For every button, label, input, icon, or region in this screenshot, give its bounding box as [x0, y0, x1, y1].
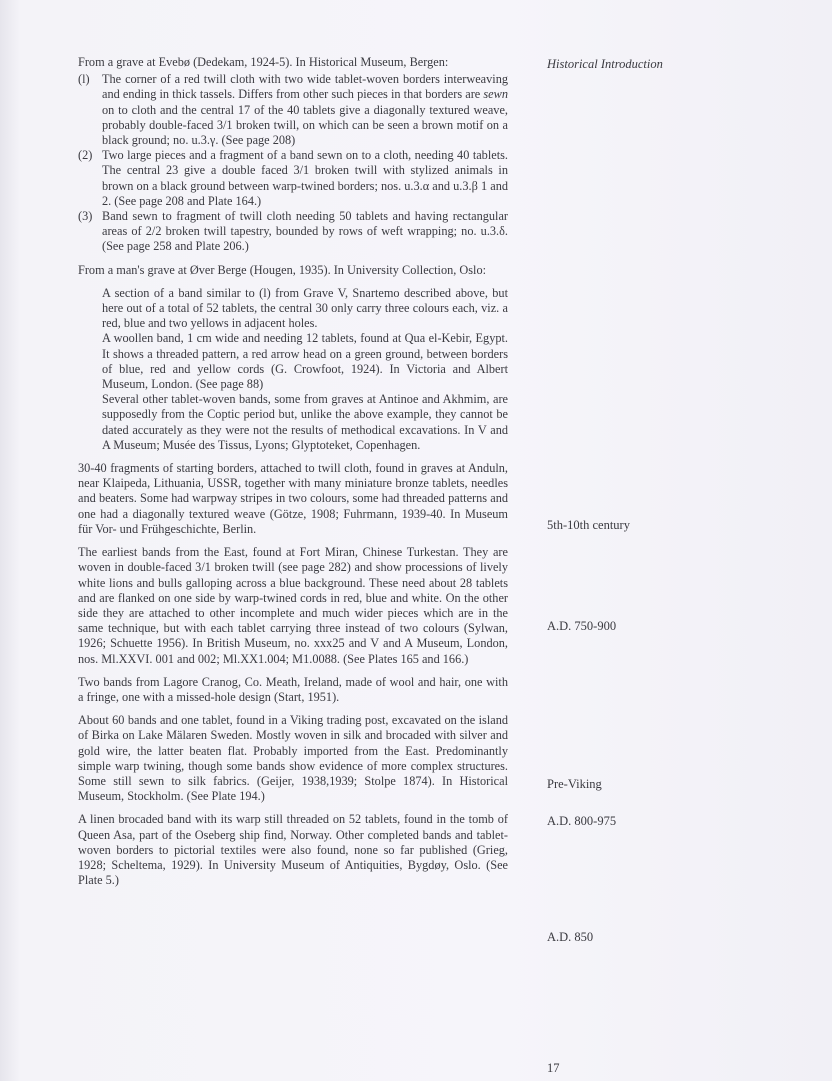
anduln-paragraph: 30-40 fragments of starting borders, attached to twill cloth, found in graves at Anduln, near Klaipeda, Lithuania, USSR, together with many miniature bronze tablets, needles and beaters. Some had warpway stripes in two colours, some had threaded patterns and one had a diagonally textured weave (Götze, 1908; Fuhrmann, 1939-40. In Museum für Vor- und Frühgeschichte, Berlin.: [78, 461, 508, 536]
date-note: A.D. 800-975: [547, 814, 617, 828]
evebo-item-list: [78, 72, 508, 254]
over-berge-intro: From a man's grave at Øver Berge (Hougen, 1935). In University Collection, Oslo:: [78, 262, 487, 277]
oseberg-paragraph: A linen brocaded band with its warp still threaded on 52 tablets, found in the tomb of Queen Asa, part of the Oseberg ship find, Norway. Other completed bands and tablet-woven borders to pictorial textiles were also found, none so far published (Grieg, 1928; Scheltema, 1929). In University Museum of Antiquities, Bygdøy, Oslo. (See Plate 5.): [78, 812, 508, 888]
item-number: (2): [78, 148, 93, 163]
lagore-paragraph: Two bands from Lagore Cranog, Co. Meath, Ireland, made of wool and hair, one with a fringe, one with a missed-hole design (Start, 1951).: [78, 674, 508, 704]
item-text-part: The corner of a red twill cloth with two wide tablet-woven borders interweaving and ending in thick tassels. Differs from other such pieces in that borders are: [102, 72, 508, 102]
running-heading: Historical Introduction: [547, 57, 663, 71]
date-note: A.D. 850: [547, 930, 594, 944]
evebo-intro: From a grave at Evebø (Dedekam, 1924-5). In Historical Museum, Bergen:: [78, 55, 449, 69]
indented-block: [102, 286, 508, 453]
item-text: [102, 72, 508, 148]
list-item: [78, 148, 508, 209]
indented-paragraph: Several other tablet-woven bands, some from graves at Antinoe and Akhmim, are supposedly from the Coptic period but, unlike the above example, they cannot be dated accurately as they were not the results of methodical excavations. In V and A Museum; Musée des Tissus, Lyons; Glyptoteket, Copenhagen.: [102, 392, 508, 452]
item-text-part: on to cloth and the central 17 of the 40 tablets give a diagonally textured weave, probably double-faced 3/1 broken twill, on which can be seen a brown motif on a black ground; no. u.3.γ. (See page 208): [102, 102, 508, 148]
birka-paragraph: About 60 bands and one tablet, found in a Viking trading post, excavated on the island of Birka on Lake Mälaren Sweden. Mostly woven in silk and brocaded with silver and gold wire, the latter beaten flat. Probably imported from the East. Predominantly simple warp twining, though some bands show evidence of more complex structures. Some still sewn to silk fabrics. (Geijer, 1938,1939; Stolpe 1874). In Historical Museum, Stockholm. (See Plate 194.): [78, 713, 508, 804]
date-note: A.D. 750-900: [547, 619, 617, 633]
item-number: (l): [78, 72, 90, 87]
indented-paragraph: A section of a band similar to (l) from Grave V, Snartemo described above, but here out of a total of 52 tablets, the central 30 only carry three colours each, viz. a red, blue and two yellows in adjacent holes.: [102, 285, 508, 331]
date-note: 5th-10th century: [547, 518, 630, 532]
indented-paragraph: A woollen band, 1 cm wide and needing 12 tablets, found at Qua el-Kebir, Egypt. It shows a threaded pattern, a red arrow head on a green ground, between borders of blue, red and yellow cords (G. Crowfoot, 1924). In Victoria and Albert Museum, London. (See page 88): [102, 331, 508, 392]
page-number: 17: [547, 1061, 560, 1075]
list-item: [78, 209, 508, 255]
item-text-emphasis: sewn: [483, 87, 508, 102]
date-note: Pre-Viking: [547, 777, 602, 791]
list-item: [78, 72, 508, 148]
item-text: Band sewn to fragment of twill cloth needing 50 tablets and having rectangular areas of 2/2 broken twill tapestry, bounded by rows of weft wrapping; no. u.3.δ. (See page 258 and Plate 206.): [102, 209, 508, 254]
item-text: Two large pieces and a fragment of a band sewn on to a cloth, needing 40 tablets. The central 23 give a double faced 3/1 broken twill with stylized animals in brown on a black ground between warp-twined borders; nos. u.3.α and u.3.β 1 and 2. (See page 208 and Plate 164.): [102, 148, 508, 208]
item-number: (3): [78, 209, 93, 224]
main-text-column: [78, 55, 508, 896]
miran-paragraph: The earliest bands from the East, found at Fort Miran, Chinese Turkestan. They are woven in double-faced 3/1 broken twill (see page 282) and show processions of lively white lions and bulls galloping across a blue background. These need about 28 tablets and are flanked on one side by warp-twined cords in red, blue and white. On the other side they are attached to other incomplete and much wider pieces which are in the same technique, but with each tablet carrying three instead of two colours (Sylwan, 1926; Schuette 1956). In British Museum, no. xxx25 and V and A Museum, London, nos. Ml.XXVI. 001 and 002; Ml.XX1.004; M1.0088. (See Plates 165 and 166.): [78, 545, 508, 666]
